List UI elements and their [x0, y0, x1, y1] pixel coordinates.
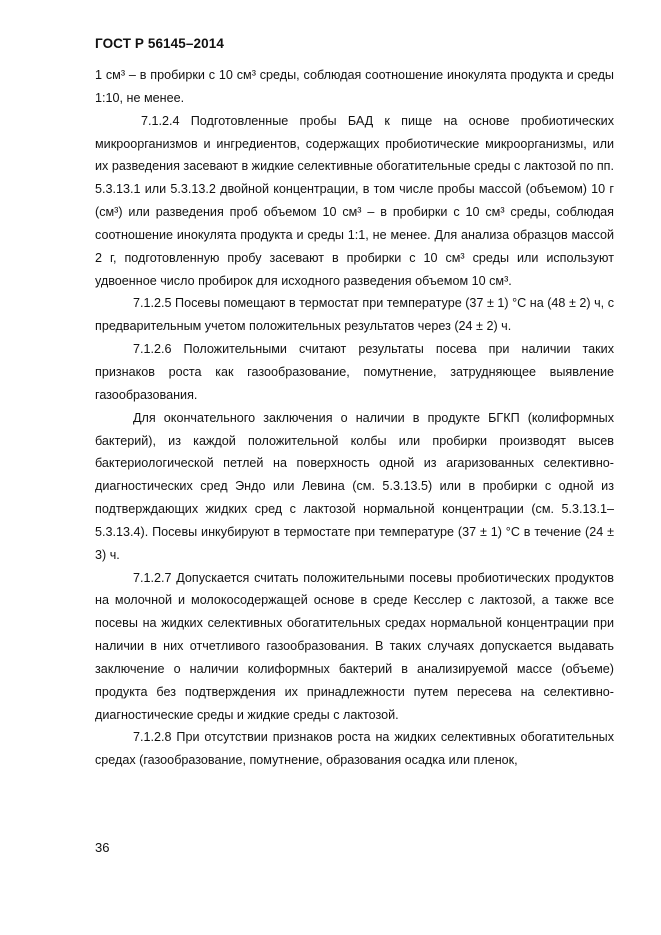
paragraph-continuation: 1 см³ – в пробирки с 10 см³ среды, соблюдая соотношение инокулята продукта и среды 1:10, не менее.	[95, 68, 614, 105]
page-number: 36	[95, 840, 110, 855]
paragraph-7-1-2-8: 7.1.2.8 При отсутствии признаков роста на жидких селективных обогатительных средах (газообразование, помутнение, образования осадка или пленок,	[95, 730, 614, 768]
paragraph-7-1-2-7: 7.1.2.7 Допускается считать положительными посевы пробиотических продуктов на молочной и молокосодержащей основе в среде Кесслер с лактозой, а также все посевы на жидких селективных обогатительных средах нормальной концентрации при наличии в них отчетливого газообразования. В таких случаях допускается выдавать заключение о наличии колиформных бактерий в анализируемой массе (объеме) продукта без подтверждения их принадлежности путем пересева на селективно-диагностические среды и жидкие среды с лактозой.	[95, 570, 614, 722]
paragraph-7-1-2-4: 7.1.2.4 Подготовленные пробы БАД к пище на основе пробиотических микроорганизмов и ингредиентов, содержащих пробиотические микроорганизмы, или их разведения засевают в жидкие селективные обогатительные среды с лактозой по пп. 5.3.13.1 или 5.3.13.2 двойной концентрации, в том числе пробы массой (объемом) 10 г (см³) или разведения проб объемом 10 см³ – в пробирки с 10 см³ среды, соблюдая соотношение инокулята продукта и среды 1:1, не менее. Для анализа образцов массой 2 г, подготовленную пробу засевают в пробирки с 10 см³ среды или используют удвоенное число пробирок для исходного разведения объемом 10 см³.	[95, 113, 614, 288]
paragraph-7-1-2-5: 7.1.2.5 Посевы помещают в термостат при температуре (37 ± 1) °С на (48 ± 2) ч, с предварительным учетом положительных результатов через (24 ± 2) ч.	[95, 296, 614, 334]
paragraph-7-1-2-6: 7.1.2.6 Положительными считают результаты посева при наличии таких признаков роста как газообразование, помутнение, затрудняющее выявление газообразования.	[95, 342, 614, 402]
paragraph-final-conclusion: Для окончательного заключения о наличии в продукте БГКП (колиформных бактерий), из каждой положительной колбы или пробирки производят высев бактериологической петлей на поверхность одной из агаризованных селективно-диагностических сред Эндо или Левина (см. 5.3.13.5) или в пробирки с одной из подтверждающих жидких сред с лактозой нормальной концентрации (см. 5.3.13.1–5.3.13.4). Посевы инкубируют в термостате при температуре (37 ± 1) °С в течение (24 ± 3) ч.	[95, 410, 614, 562]
standard-header: ГОСТ Р 56145–2014	[95, 36, 224, 51]
document-body	[95, 64, 614, 772]
